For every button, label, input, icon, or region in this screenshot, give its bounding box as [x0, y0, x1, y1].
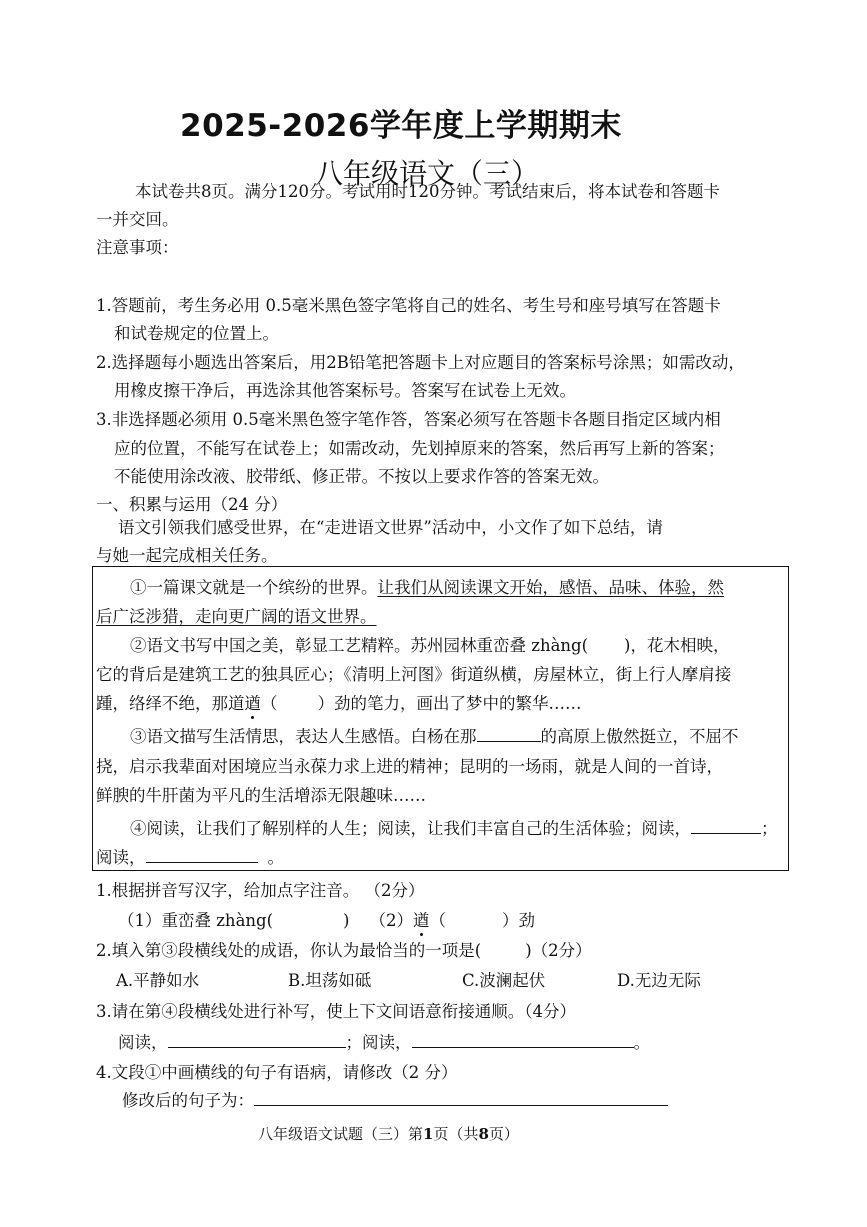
passage-p2-line3-c: ）劲的笔力，画出了梦中的繁华…… [317, 694, 582, 713]
q2-option-c[interactable]: C.波澜起伏 [462, 971, 546, 990]
page-footer [258, 1123, 519, 1144]
section-1-heading: 一、积累与运用（24 分） [96, 495, 288, 514]
question-1-items [118, 907, 535, 935]
passage-p2-dao: 道 [228, 694, 245, 713]
question-3-answer-line [118, 1029, 650, 1057]
exam-subtitle: 八年级语文（三） [315, 157, 540, 190]
passage-p2-line-1 [130, 632, 729, 660]
passage-p1-line-1 [130, 574, 724, 602]
q2-score: )（2分） [525, 941, 592, 960]
q3-blank-2[interactable] [412, 1046, 634, 1048]
footer-text-c: 页） [488, 1125, 519, 1143]
q3-period: 。 [633, 1033, 650, 1052]
passage-p1-underlined-b: 后广泛涉猎，走向更广阔的语文世界。 [96, 607, 377, 626]
passage-p3-text-a: ③语文描写生活情思，表达人生感悟。白杨在那 [130, 727, 477, 746]
question-2 [96, 937, 592, 965]
passage-p2-line-2: 它的背后是建筑工艺的独具匠心；《清明上河图》街道纵横，房屋林立，街上行人摩肩接 [96, 665, 732, 684]
note-3-line-1: 3.非选择题必须用 0.5毫米黑色签字笔作答，答案必须写在答题卡各题目指定区域内相 [96, 410, 721, 429]
notes-heading: 注意事项： [96, 238, 179, 257]
q3-label-a: 阅读， [118, 1033, 168, 1052]
footer-page-total: 8 [478, 1125, 489, 1143]
passage-p3-text-b: 的高原上傲然挺立，不屈不 [540, 727, 739, 746]
intro-line-1: 本试卷共8页。满分120分。考试用时120分钟。考试结束后，将本试卷和答题卡 [135, 182, 720, 201]
q3-blank-1[interactable] [168, 1046, 346, 1048]
passage-p4-line-2 [96, 844, 284, 872]
q4-answer-label: 修改后的句子为： [122, 1091, 254, 1110]
passage-p2-line-3 [96, 690, 582, 718]
passage-p4-line-1 [130, 815, 778, 843]
passage-p4-text-c: 阅读， [96, 848, 146, 867]
footer-text-a: 八年级语文试题（三）第 [258, 1125, 424, 1143]
passage-p4-blank-1[interactable] [691, 832, 761, 834]
passage-p3-line-3: 鲜腴的牛肝菌为平凡的生活增添无限趣味…… [96, 786, 426, 805]
note-1-line-2: 和试卷规定的位置上。 [114, 324, 279, 343]
note-3-line-3: 不能使用涂改液、胶带纸、修正带。不按以上要求作答的答案无效。 [114, 467, 609, 486]
passage-p3-line-1 [130, 723, 739, 751]
q1-item-2-open: （ [429, 911, 446, 930]
q1-item-1-close: ) [343, 911, 350, 930]
passage-p4-text-a: ④阅读，让我们了解别样的人生；阅读，让我们丰富自己的生活体验；阅读， [130, 819, 691, 838]
section-1-lead-2: 与她一起完成相关任务。 [96, 546, 278, 565]
q1-item-2-close: ）劲 [501, 911, 535, 930]
passage-p1-plain: ①一篇课文就是一个缤纷的世界。 [130, 578, 378, 597]
q2-option-b[interactable]: B.坦荡如砥 [288, 971, 372, 990]
question-4-answer-line [122, 1087, 668, 1115]
q1-item-1-text: （1）重峦叠 zhàng( [118, 911, 274, 930]
exam-title: 2025-2026学年度上学期期末 [180, 108, 622, 144]
passage-p4-text-b: ； [761, 819, 778, 838]
question-4: 4.文段①中画横线的句子有语病，请修改（2 分） [96, 1063, 458, 1082]
passage-p3-blank[interactable] [477, 740, 541, 742]
passage-p1-underlined-a: 让我们从阅读课文开始，感悟、品味、体验，然 [377, 578, 724, 597]
note-2-line-2: 用橡皮擦干净后，再选涂其他答案标号。答案写在试卷上无效。 [114, 381, 576, 400]
question-1: 1.根据拼音写汉字，给加点字注音。 （2分） [96, 881, 425, 900]
passage-p2-text-b: )，花木相映， [624, 636, 730, 655]
q2-option-d[interactable]: D.无边无际 [617, 971, 701, 990]
q1-item-2-label: （2） [369, 911, 413, 930]
q3-label-b: ；阅读， [345, 1033, 412, 1052]
footer-page-number: 1 [423, 1125, 434, 1143]
note-2-line-1: 2.选择题每小题选出答案后，用2B铅笔把答题卡上对应题目的答案标号涂黑；如需改动， [96, 353, 745, 372]
section-1-lead-1: 语文引领我们感受世界，在“走进语文世界”活动中，小文作了如下总结，请 [118, 518, 663, 537]
intro-line-2: 一并交回。 [96, 210, 179, 229]
question-3: 3.请在第④段横线处进行补写，使上下文间语意衔接通顺。（4分） [96, 1002, 576, 1021]
passage-p2-text-a: ②语文书写中国之美，彰显工艺精粹。苏州园林重峦叠 zhàng( [130, 636, 589, 655]
passage-p2-line3-b: （ [261, 694, 278, 713]
note-1-line-1: 1.答题前，考生务必用 0.5毫米黑色签字笔将自己的姓名、考生号和座号填写在答题卡 [96, 296, 721, 315]
passage-p4-blank-2[interactable] [146, 861, 258, 863]
q4-blank[interactable] [254, 1104, 668, 1106]
q2-option-a[interactable]: A.平静如水 [116, 971, 200, 990]
q1-dotted-qiu: 遒 [412, 911, 430, 930]
passage-dotted-qiu: 遒 [244, 694, 261, 713]
note-3-line-2: 应的位置，不能写在试卷上；如需改动，先划掉原来的答案，然后再写上新的答案； [114, 439, 725, 458]
passage-p3-line-2: 挠，启示我辈面对困境应当永葆力求上进的精神；昆明的一场雨，就是人间的一首诗， [96, 757, 723, 776]
q2-text: 2.填入第③段横线处的成语，你认为最恰当的一项是( [96, 941, 482, 960]
passage-p2-line3-a: 踵，络绎不绝，那 [96, 694, 228, 713]
footer-text-b: 页（共 [433, 1125, 479, 1143]
passage-p1-line-2 [96, 603, 377, 631]
passage-p4-text-d: 。 [267, 848, 284, 867]
